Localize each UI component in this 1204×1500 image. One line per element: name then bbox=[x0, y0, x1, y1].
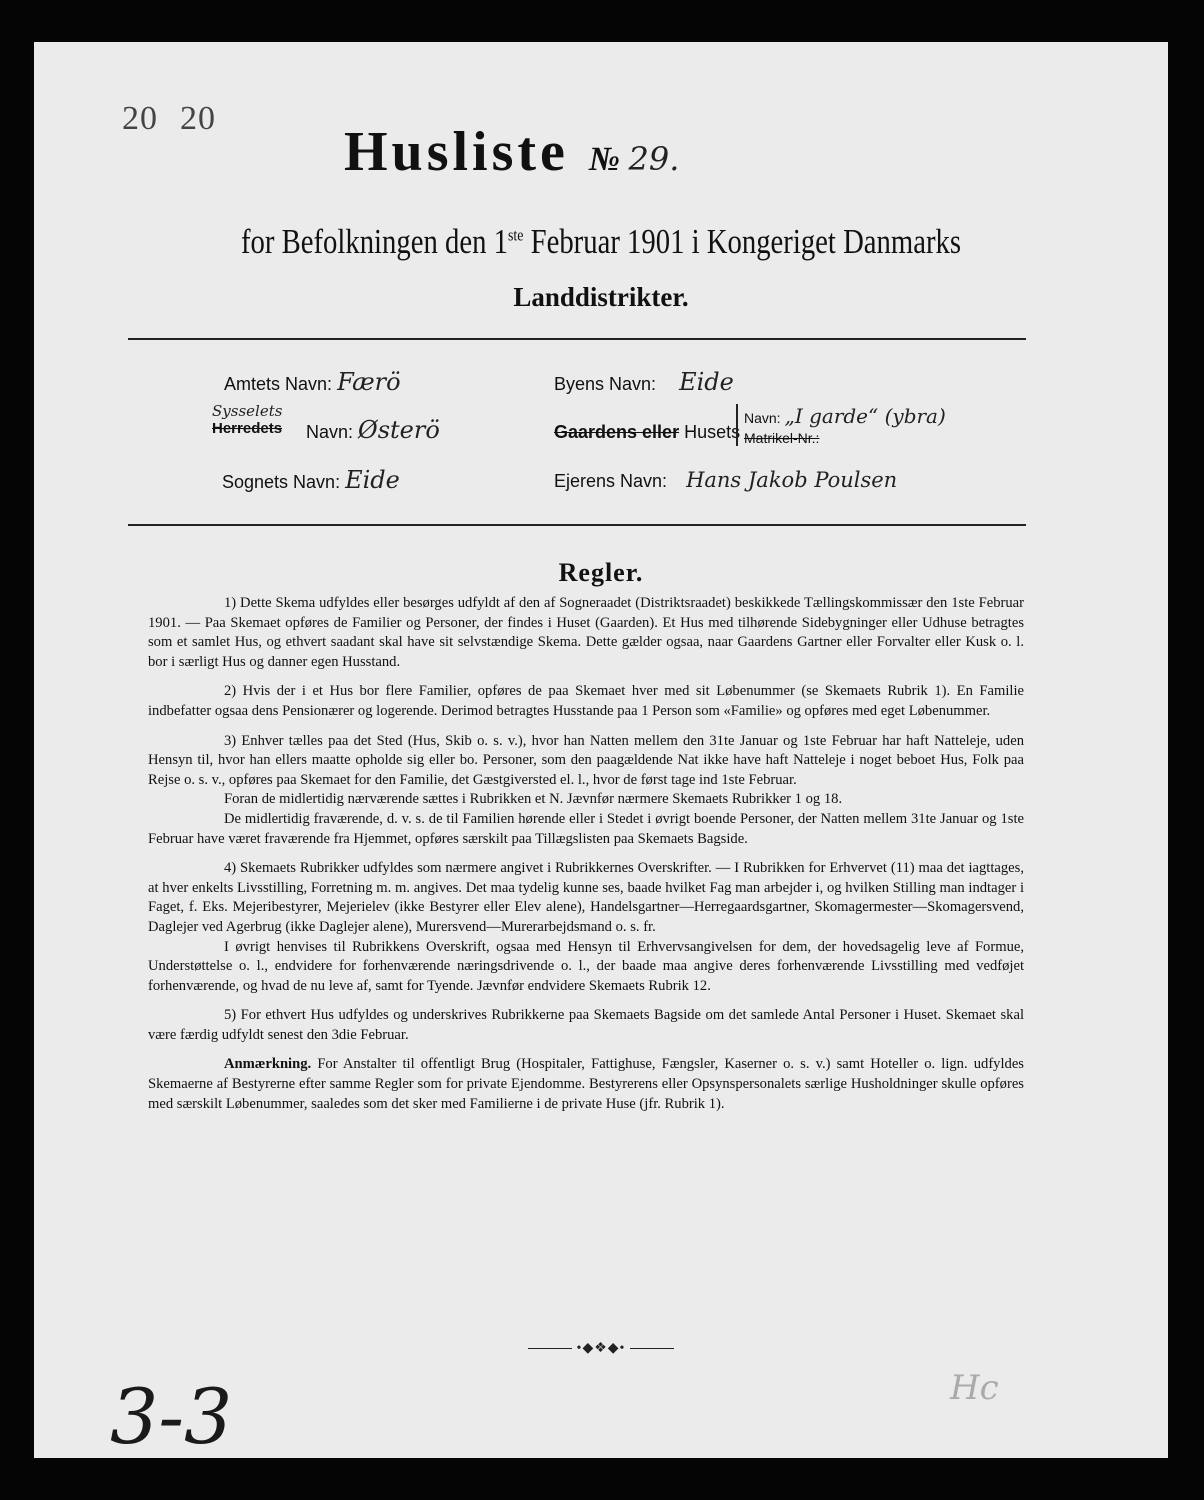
handwritten-bottom-note: 3-3 bbox=[110, 1372, 233, 1458]
herredet-value: Østerö bbox=[358, 416, 440, 444]
amtet-field bbox=[224, 368, 401, 396]
title-number bbox=[589, 141, 680, 178]
annotation bbox=[148, 1055, 1024, 1114]
herredet-label: Navn: bbox=[306, 422, 354, 442]
matrikel-struck-label: Matrikel-Nr.: bbox=[744, 430, 820, 446]
page-stamp bbox=[122, 100, 238, 138]
ejeren-field bbox=[554, 468, 897, 492]
ornament-line-right bbox=[630, 1348, 674, 1349]
district-heading: Landdistrikter. bbox=[513, 282, 689, 312]
ornament-divider bbox=[34, 1340, 1168, 1357]
herredets-struck-label: Herredets bbox=[212, 420, 283, 437]
house-number: 29. bbox=[628, 140, 680, 178]
bottom-divider bbox=[128, 524, 1026, 526]
title-main: Husliste bbox=[344, 121, 569, 183]
amtet-label: Amtets Navn: bbox=[224, 374, 333, 394]
byen-label: Byens Navn: bbox=[554, 374, 657, 394]
subtitle-pre: for Befolkningen den 1 bbox=[240, 222, 508, 261]
top-divider bbox=[128, 338, 1026, 340]
sognet-value: Eide bbox=[345, 466, 400, 494]
sognet-field bbox=[222, 466, 400, 494]
form-title bbox=[344, 120, 679, 184]
ornament-line-left bbox=[528, 1348, 572, 1349]
huset-navn-value: „I garde“ (ybra) bbox=[784, 404, 946, 428]
ejeren-value: Hans Jakob Poulsen bbox=[686, 468, 898, 492]
number-sign: № bbox=[588, 141, 621, 178]
subtitle-sup: ste bbox=[507, 225, 524, 245]
sognet-label: Sognets Navn: bbox=[222, 472, 341, 492]
rule-5: 5) For ethvert Hus udfyldes og underskrives Rubrikkerne paa Skemaets Bagside om det samlede Antal Personer i Huset. Skemaet skal være færdig udfyldt senest den 3die Februar. bbox=[148, 1007, 1024, 1043]
rule-4: 4) Skemaets Rubrikker udfyldes som nærmere angivet i Rubrikkernes Overskrifter. — I Rubrikken for Erhvervet (11) maa det iagttages, at hver enkelts Livsstilling, Forretning m. m. angives. Det maa tydelig kunne ses, baade hvilket Fag man arbejder i, og hvilken Stilling man indtager i Faget, f. Eks. Mejeribestyrer, Mejerielev (ikke Bestyrer eller Elev alene), Handelsgartner—Herregaardsgartner, Skomagermester—Skomagersvend, Daglejer ved Agerbrug (ikke Daglejer alene), Murersvend—Murerarbejdsmand o. s. fr. bbox=[148, 860, 1024, 935]
subtitle-post: Februar 1901 i Kongeriget Danmarks bbox=[523, 222, 962, 261]
byen-field bbox=[554, 368, 734, 396]
annotation-label: Anmærkning. bbox=[224, 1056, 312, 1073]
rule-2: 2) Hvis der i et Hus bor flere Familier, opføres de paa Skemaet hver med sit Løbenummer (se Skemaets Rubrik 1). En Familie indbefatter ogsaa dens Pensionærer og logerende. Derimod betragtes Husstande paa 1 Person som «Familie» og opføres med eget Løbenummer. bbox=[148, 683, 1024, 719]
stamp-number-2: 20 bbox=[180, 100, 216, 137]
gaardens-struck-label: Gaardens eller bbox=[554, 422, 680, 442]
huset-navn-label: Navn: bbox=[744, 410, 781, 426]
handwritten-corner-note: Hc bbox=[950, 1368, 999, 1408]
byen-value: Eide bbox=[679, 368, 734, 396]
rule-1: 1) Dette Skema udfyldes eller besørges udfyldt af den af Sogneraadet (Distriktsraadet) beskikkede Tællingskommissær den 1ste Februar 1901. — Paa Skemaet opføres de Familier og Personer, der findes i Huset (Gaarden). Et Hus med tilhørende Sidebygninger eller Udhuse betragtes som et samlet Hus, og ethvert saadant skal have sit selvstændige Skema. Dette gælder ogsaa, naar Gaardens Gartner eller Forvalter eller Kusk o. l. bor i særligt Hus og danner egen Husstand. bbox=[148, 595, 1024, 670]
huset-field bbox=[554, 422, 740, 443]
stamp-number-1: 20 bbox=[122, 100, 158, 137]
huset-label: Husets bbox=[684, 422, 741, 442]
rule-4b: I øvrigt henvises til Rubrikkens Overskrift, ogsaa med Hensyn til Erhvervsangivelsen for dem, der hovedsagelig leve af Formue, Understøttelse o. l., endvidere for forhenværende næringsdrivende o. l., der baade maa angive deres forhenværende Livsstilling med vedføjet forhenværende, og hvad de nu leve af, samt for Tyende. Jævnfør endvidere Skemaets Rubrik 12. bbox=[148, 938, 1024, 994]
huset-navn-line bbox=[744, 404, 946, 428]
annotation-text: For Anstalter til offentligt Brug (Hospitaler, Fattighuse, Fængsler, Kaserner o. s. v.) samt Hoteller o. lign. udfyldes Skemaerne af Bestyrerne efter samme Regler som for private Ejendomme. Bestyrerens eller Opsynspersonalets særlige Husholdninger skulle opføres med særskilt Løbenummer, saaledes som det sker med Familierne i de private Huse (jfr. Rubrik 1). bbox=[148, 1056, 1024, 1112]
rule-3: 3) Enhver tælles paa det Sted (Hus, Skib o. s. v.), hvor han Natten mellem den 31te Januar og 1ste Februar har haft Natteleje, uden Hensyn til, hvor han ellers maatte opholde sig eller bo. Personer, som den paagældende Nat ikke have haft Natteleje i noget beboet Hus, Folk paa Rejse o. s. v., opføres paa Skemaet for den Familie, det Gæstgiversted el. l., hvor de først tage ind 1ste Februar. bbox=[148, 732, 1024, 788]
amtet-value: Færö bbox=[337, 368, 401, 396]
herredet-label-stack bbox=[212, 402, 282, 437]
huset-bracket bbox=[736, 404, 946, 446]
rule-3c: De midlertidig fraværende, d. v. s. de til Familien hørende eller i Stedet i øvrigt boende Personer, der Natten mellem 31te Januar og 1ste Februar have været fraværende fra Hjemmet, opføres særskilt paa Tillægslisten paa Skemaets Bagside. bbox=[148, 810, 1024, 847]
rule-3b: Foran de midlertidig nærværende sættes i Rubrikken et N. Jævnfør nærmere Skemaets Rubrikker 1 og 18. bbox=[224, 791, 843, 808]
ejeren-label: Ejerens Navn: bbox=[554, 471, 668, 491]
ornament-glyph: •◆❖◆• bbox=[576, 1341, 626, 1356]
rules-heading: Regler. bbox=[558, 558, 644, 587]
form-subtitle bbox=[136, 222, 1066, 262]
herredet-field bbox=[306, 416, 440, 444]
census-form-page bbox=[34, 42, 1168, 1458]
sysselets-label: Sysselets bbox=[212, 402, 283, 420]
rules-body bbox=[148, 594, 1024, 1124]
